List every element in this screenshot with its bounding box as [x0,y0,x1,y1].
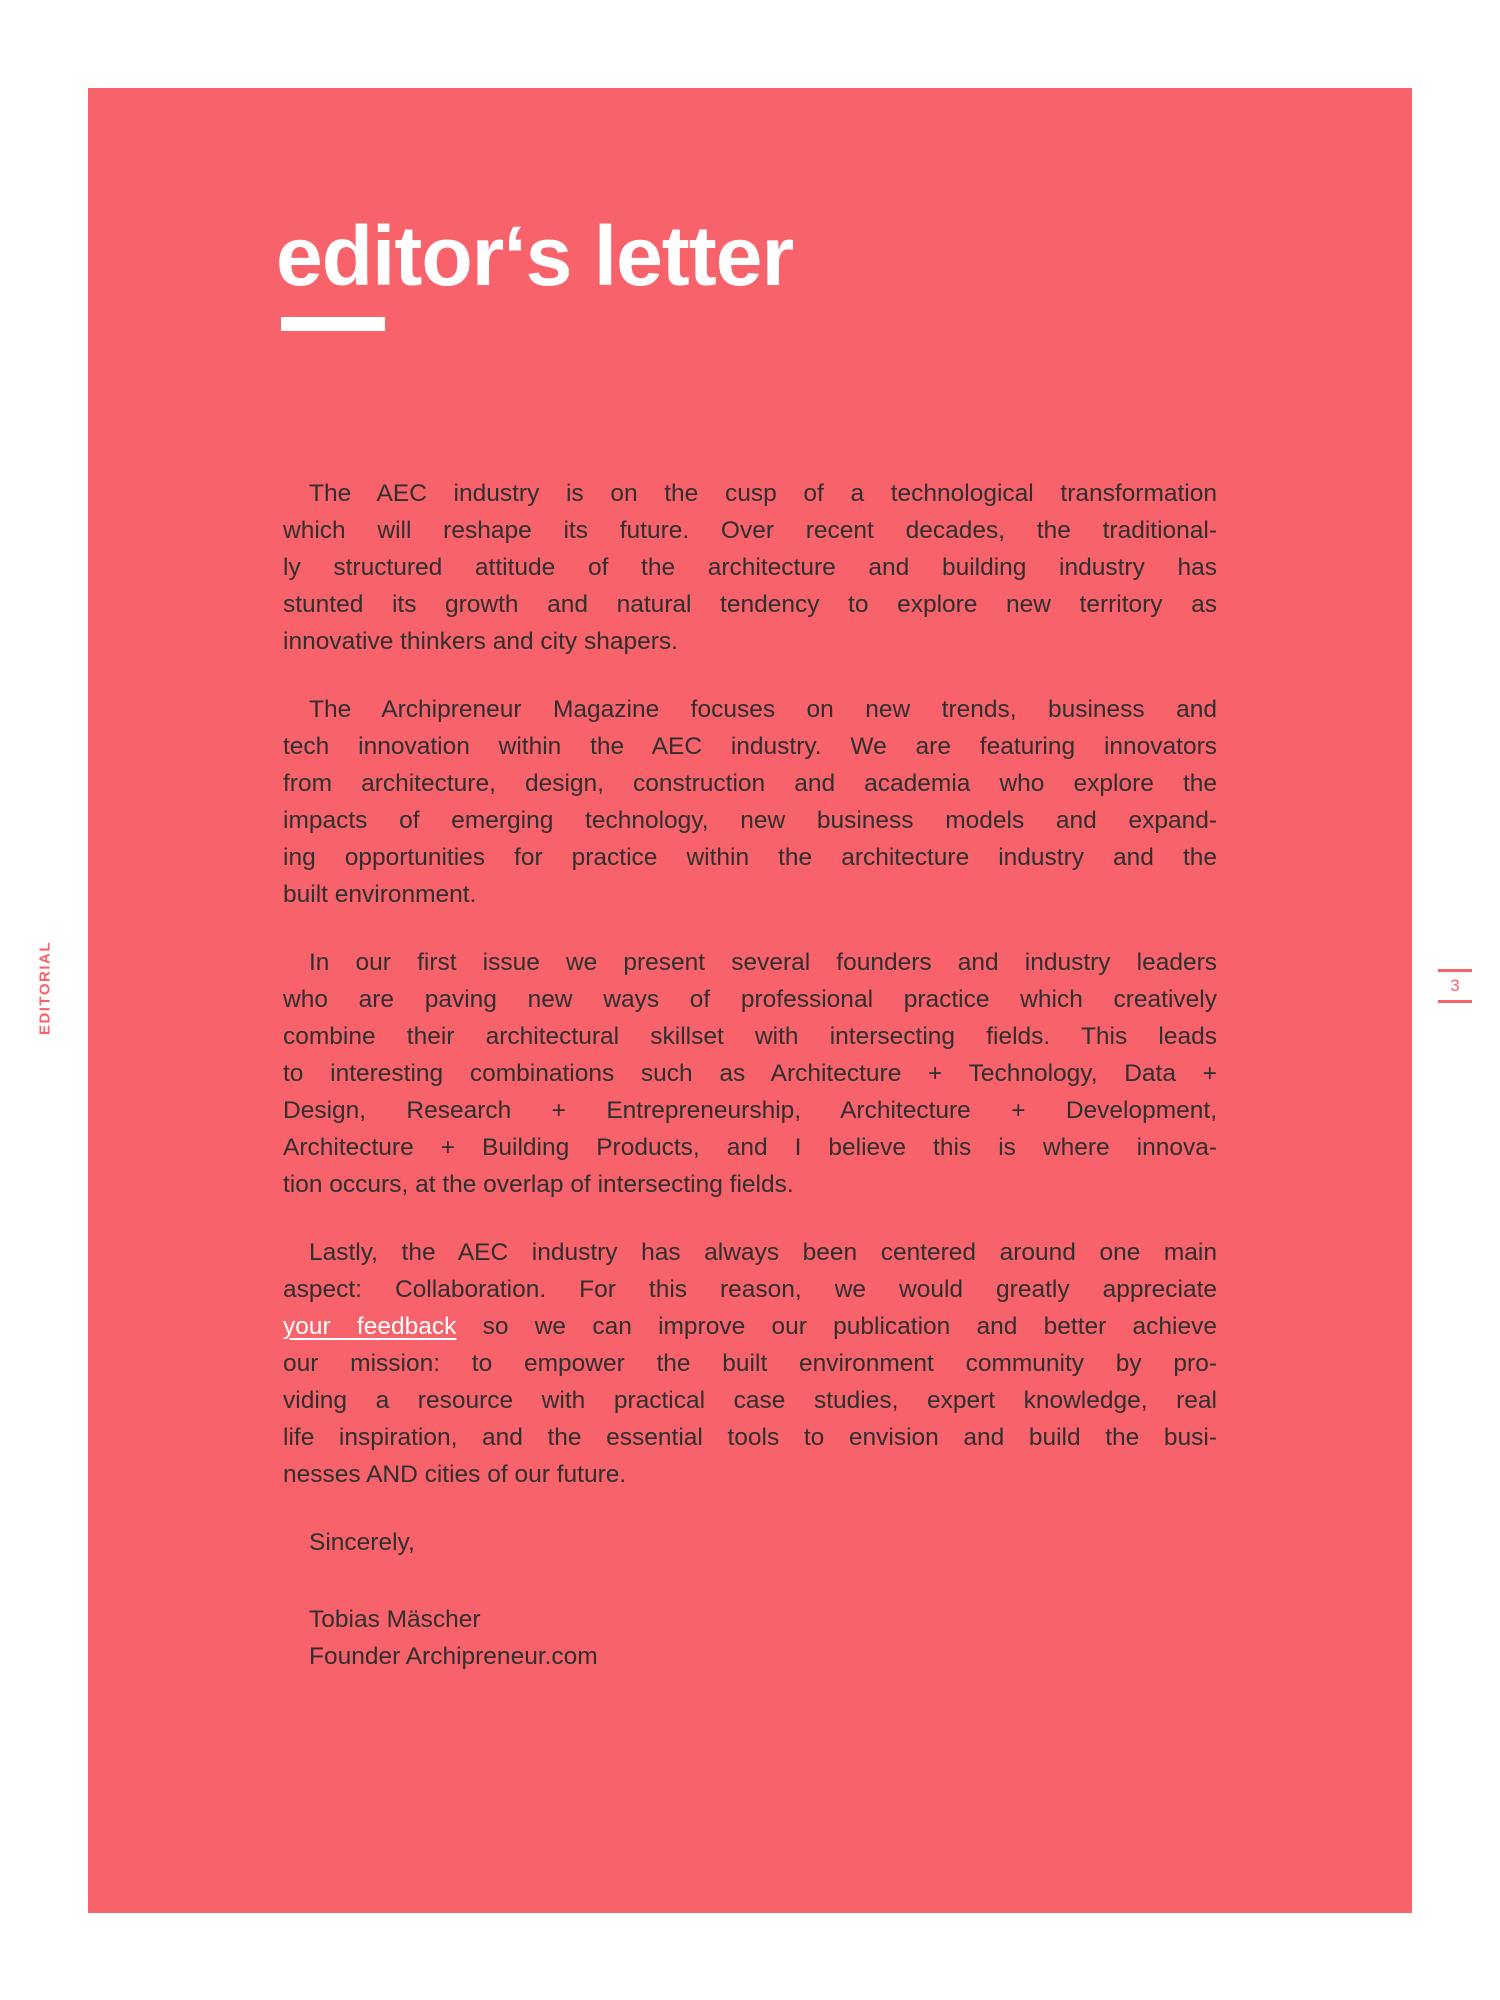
letter-paragraph [283,1234,1217,1493]
letter-line: who are paving new ways of professional practice which creatively [283,986,1217,1013]
letter-line: your feedback so we can improve our publication and better achieve [283,1313,1218,1340]
letter-line: our mission: to empower the built environment community by pro- [283,1350,1217,1377]
section-label: EDITORIAL [36,940,54,1036]
letter-line: tion occurs, at the overlap of intersecting fields. [283,1171,794,1198]
page-title: editor‘s letter [276,209,794,303]
page-number-marker [1438,969,1472,1003]
closing-text: Sincerely, [309,1529,415,1556]
letter-line: combine their architectural skillset with intersecting fields. This leads [283,1023,1217,1050]
letter-line: The AEC industry is on the cusp of a technological transformation [309,480,1217,507]
letter-paragraph [283,475,1217,660]
letter-line: stunted its growth and natural tendency to explore new territory as [283,591,1217,618]
your-feedback-link[interactable]: your feedback [283,1313,457,1340]
letter-line: Design, Research + Entrepreneurship, Architecture + Development, [283,1097,1217,1124]
editorial-panel [88,88,1412,1913]
letter-line: ing opportunities for practice within the architecture industry and the [283,844,1217,871]
letter-line: nesses AND cities of our future. [283,1461,627,1488]
letter-line: built environment. [283,881,477,908]
letter-line: which will reshape its future. Over recent decades, the traditional- [283,517,1217,544]
letter-line: The Archipreneur Magazine focuses on new trends, business and [309,696,1217,723]
letter-paragraphs [283,475,1217,1493]
letter-line: from architecture, design, construction and academia who explore the [283,770,1217,797]
letter-paragraph [283,691,1217,913]
page-number: 3 [1450,976,1460,995]
letter-line: ly structured attitude of the architecture and building industry has [283,554,1217,581]
signature-role: Founder Archipreneur.com [309,1643,598,1670]
letter-line: In our first issue we present several founders and industry leaders [309,949,1217,976]
letter-line: tech innovation within the AEC industry. We are featuring innovators [283,733,1217,760]
signature-name: Tobias Mäscher [309,1606,481,1633]
letter-line: Architecture + Building Products, and I believe this is where innova- [283,1134,1217,1161]
letter-body [283,475,1217,1675]
letter-paragraph [283,944,1217,1203]
letter-line: aspect: Collaboration. For this reason, we would greatly appreciate [283,1276,1217,1303]
title-underline-dash [281,317,385,331]
letter-line: life inspiration, and the essential tools to envision and build the busi- [283,1424,1217,1451]
signature-block [283,1601,1217,1675]
letter-line: innovative thinkers and city shapers. [283,628,678,655]
letter-line: viding a resource with practical case studies, expert knowledge, real [283,1387,1217,1414]
letter-line: Lastly, the AEC industry has always been centered around one main [309,1239,1217,1266]
letter-line: to interesting combinations such as Architecture + Technology, Data + [283,1060,1217,1087]
letter-line: impacts of emerging technology, new business models and expand- [283,807,1217,834]
